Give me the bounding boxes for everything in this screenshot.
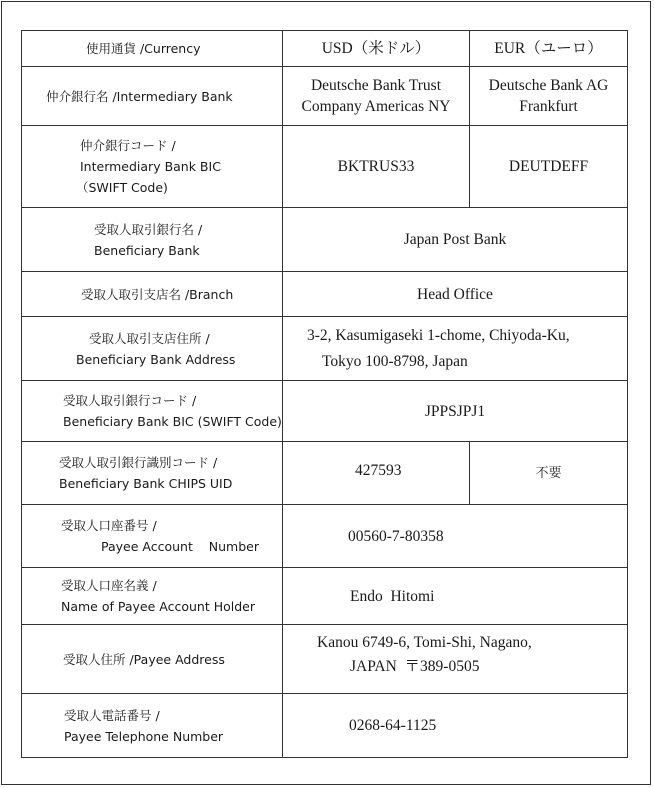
table-row-branch [22, 272, 628, 317]
beneficiary-bic-value: JPPSJPJ1 [424, 402, 486, 420]
remittance-info-table [21, 30, 628, 758]
beneficiary-address-label-line1: 受取人取引支店住所 / [89, 330, 210, 346]
chips-uid-label-line1: 受取人取引銀行識別コード / [59, 455, 218, 470]
payee-address-label-cell [22, 625, 283, 694]
intermediary-bic-label-cell [22, 126, 283, 208]
chips-uid-label-cell [22, 442, 283, 505]
branch-label: 受取人取引支店名 /Branch [81, 286, 234, 302]
currency-eur: EUR（ユーロ） [494, 40, 603, 57]
branch-label-cell [22, 272, 283, 317]
intermediary-bic-eur: DEUTDEFF [508, 158, 589, 175]
currency-label-cell [22, 31, 283, 67]
table-row-payee-name [22, 568, 628, 625]
branch-value-cell [283, 272, 628, 317]
beneficiary-bic-label-cell [22, 381, 283, 442]
beneficiary-bank-value-cell [283, 208, 628, 272]
payee-phone-label-line2: Payee Telephone Number [64, 728, 224, 744]
intermediary-bic-label-line1: 仲介銀行コード / [80, 138, 176, 153]
payee-account-label-line1: 受取人口座番号 / [61, 518, 157, 533]
intermediary-bank-eur-line1: Deutsche Bank AG [488, 77, 609, 94]
intermediary-bank-usd-line1: Deutsche Bank Trust [310, 77, 442, 94]
table-row-chips-uid [22, 442, 628, 505]
intermediary-bank-usd-cell [283, 67, 470, 126]
currency-usd-cell [283, 31, 470, 67]
chips-uid-usd: 427593 [355, 461, 402, 479]
beneficiary-address-label-line2: Beneficiary Bank Address [76, 351, 236, 367]
beneficiary-bank-label-line2: Beneficiary Bank [94, 242, 200, 258]
intermediary-bic-label-line2: Intermediary Bank BIC [80, 159, 221, 174]
chips-uid-eur-cell [470, 442, 628, 505]
payee-account-value-cell [283, 505, 628, 568]
beneficiary-bank-value: Japan Post Bank [403, 231, 507, 248]
table-row-beneficiary-bic [22, 381, 628, 442]
intermediary-bank-label: 仲介銀行名 /Intermediary Bank [46, 88, 233, 104]
payee-name-label-cell [22, 568, 283, 625]
intermediary-bank-usd-line2: Company Americas NY [301, 98, 451, 115]
chips-uid-label-line2: Beneficiary Bank CHIPS UID [59, 476, 233, 491]
beneficiary-bic-value-cell [283, 381, 628, 442]
payee-address-value-cell [283, 625, 628, 694]
payee-phone-label-line1: 受取人電話番号 / [64, 707, 160, 723]
payee-phone-value-cell [283, 694, 628, 758]
beneficiary-bic-label-line2: Beneficiary Bank BIC (SWIFT Code) [63, 414, 282, 429]
currency-eur-cell [470, 31, 628, 67]
payee-account-value: 00560-7-80358 [348, 527, 444, 545]
payee-name-value: Endo Hitomi [350, 587, 435, 605]
table-row-beneficiary-address [22, 317, 628, 381]
payee-name-label-line1: 受取人口座名義 / [61, 578, 157, 593]
payee-account-label-line2: Payee Account Number [101, 539, 259, 554]
payee-address-label: 受取人住所 /Payee Address [63, 651, 225, 667]
payee-phone-label-cell [22, 694, 283, 758]
beneficiary-address-value-cell [283, 317, 628, 381]
table-row-intermediary-bic [22, 126, 628, 208]
table-row-payee-address [22, 625, 628, 694]
beneficiary-bank-label-line1: 受取人取引銀行名 / [94, 221, 203, 237]
chips-uid-usd-cell [283, 442, 470, 505]
table-row-beneficiary-bank [22, 208, 628, 272]
branch-value: Head Office [417, 285, 493, 303]
payee-account-label-cell [22, 505, 283, 568]
table-row-payee-phone [22, 694, 628, 758]
intermediary-bank-eur-line2: Frankfurt [519, 98, 578, 115]
intermediary-bic-label-line3: （SWIFT Code) [76, 180, 168, 195]
table-row-intermediary-bank [22, 67, 628, 126]
beneficiary-bic-label-line1: 受取人取引銀行コード / [63, 393, 197, 408]
intermediary-bic-usd: BKTRUS33 [337, 158, 415, 175]
currency-usd: USD（米ドル） [321, 40, 431, 57]
beneficiary-bank-label-cell [22, 208, 283, 272]
payee-address-value-line2: JAPAN 〒389-0505 [350, 658, 480, 675]
payee-name-value-cell [283, 568, 628, 625]
table-row-payee-account [22, 505, 628, 568]
payee-name-label-line2: Name of Payee Account Holder [61, 599, 255, 614]
beneficiary-address-value-line1: 3-2, Kasumigaseki 1-chome, Chiyoda-Ku, [307, 326, 570, 344]
chips-uid-eur: 不要 [535, 465, 562, 481]
intermediary-bic-usd-cell [283, 126, 470, 208]
intermediary-bank-label-cell [22, 67, 283, 126]
payee-address-value-line1: Kanou 6749-6, Tomi-Shi, Nagano, [317, 634, 532, 651]
payee-phone-value: 0268-64-1125 [349, 717, 437, 734]
intermediary-bank-eur-cell [470, 67, 628, 126]
beneficiary-address-label-cell [22, 317, 283, 381]
table-row-currency [22, 31, 628, 67]
intermediary-bic-eur-cell [470, 126, 628, 208]
beneficiary-address-value-line2: Tokyo 100-8798, Japan [322, 352, 468, 370]
currency-label: 使用通貨 /Currency [86, 41, 201, 56]
